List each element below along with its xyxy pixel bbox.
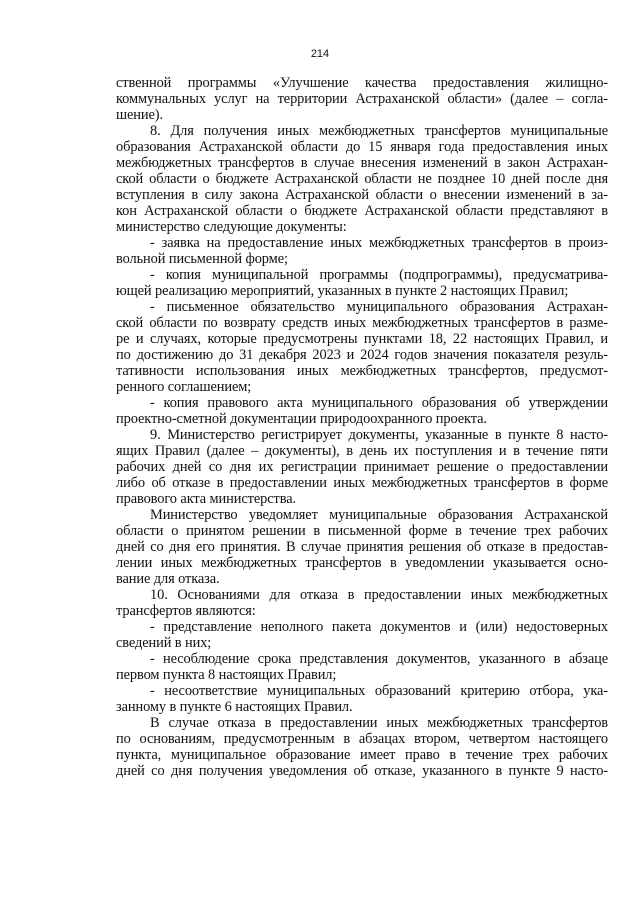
document-body [116, 75, 608, 779]
text-line: занному в пункте 6 настоящих Правил. [116, 699, 353, 715]
text-line: ющей реализацию мероприятий, указанных в пункте 2 настоящих Правил; [116, 283, 569, 299]
text-line: вание для отказа. [116, 571, 220, 587]
text-line: области о принятом решении в письменной форме в течение трех рабочих [116, 523, 608, 539]
text-line: ской области о бюджете Астраханской области не позднее 10 дней после дня [116, 171, 608, 187]
text-line: ре и случаях, которые предусмотрены пунктами 18, 22 настоящих Правил, и [116, 331, 608, 347]
text-line: коммунальных услуг на территории Астраханской области» (далее – согла- [116, 91, 608, 107]
text-line: вольной письменной форме; [116, 251, 288, 267]
text-line: вступления в силу закона Астраханской области о внесении изменений в за- [116, 187, 608, 203]
text-line: шение). [116, 107, 163, 123]
text-line: по основаниям, предусмотренным в абзацах втором, четвертом настоящего [116, 731, 608, 747]
text-line: межбюджетных трансфертов в случае внесения изменений в закон Астрахан- [116, 155, 608, 171]
text-line: рабочих дней со дня их регистрации принимает решение о предоставлении [116, 459, 608, 475]
text-line: первом пункта 8 настоящих Правил; [116, 667, 337, 683]
text-line: дней со дня получения уведомления об отказе, указанного в пункте 9 насто- [116, 763, 608, 779]
text-line: лении иных межбюджетных трансфертов в уведомлении указывается осно- [116, 555, 608, 571]
text-line: - представление неполного пакета документов и (или) недостоверных [150, 619, 608, 635]
text-line: - несоблюдение срока представления документов, указанного в абзаце [150, 651, 608, 667]
text-line: ящих Правил (далее – документы), в день их поступления и в течение пяти [116, 443, 608, 459]
text-line: 8. Для получения иных межбюджетных трансфертов муниципальные [150, 123, 608, 139]
text-line: ственной программы «Улучшение качества предоставления жилищно- [116, 75, 608, 91]
text-line: трансфертов являются: [116, 603, 256, 619]
text-line: - копия правового акта муниципального образования об утверждении [150, 395, 608, 411]
text-line: - несоответствие муниципальных образований критерию отбора, ука- [150, 683, 608, 699]
text-line: образования Астраханской области до 15 января года предоставления иных [116, 139, 608, 155]
page-number: 214 [310, 48, 330, 60]
text-line: 10. Основаниями для отказа в предоставлении иных межбюджетных [150, 587, 608, 603]
text-line: ской области по возврату средств иных межбюджетных трансфертов в разме- [116, 315, 608, 331]
text-line: по достижению до 31 декабря 2023 и 2024 годов значения показателя резуль- [116, 347, 608, 363]
text-line: проектно-сметной документации природоохранного проекта. [116, 411, 487, 427]
text-line: - копия муниципальной программы (подпрограммы), предусматрива- [150, 267, 608, 283]
text-line: пункта, муниципальное образование имеет право в течение трех рабочих [116, 747, 608, 763]
text-line: В случае отказа в предоставлении иных межбюджетных трансфертов [150, 715, 608, 731]
text-line: дней со дня его принятия. В случае принятия решения об отказе в предостав- [116, 539, 608, 555]
text-line: Министерство уведомляет муниципальные образования Астраханской [150, 507, 608, 523]
text-line: ренного соглашением; [116, 379, 252, 395]
text-line: - письменное обязательство муниципального образования Астрахан- [150, 299, 608, 315]
text-line: кон Астраханской области о бюджете Астраханской области представляют в [116, 203, 608, 219]
text-line: правового акта министерства. [116, 491, 296, 507]
text-line: сведений в них; [116, 635, 212, 651]
text-line: 9. Министерство регистрирует документы, указанные в пункте 8 насто- [150, 427, 608, 443]
text-line: тативности использования иных межбюджетных трансфертов, предусмот- [116, 363, 608, 379]
text-line: - заявка на предоставление иных межбюджетных трансфертов в произ- [150, 235, 608, 251]
text-line: министерство следующие документы: [116, 219, 347, 235]
text-line: либо об отказе в предоставлении иных межбюджетных трансфертов в форме [116, 475, 608, 491]
